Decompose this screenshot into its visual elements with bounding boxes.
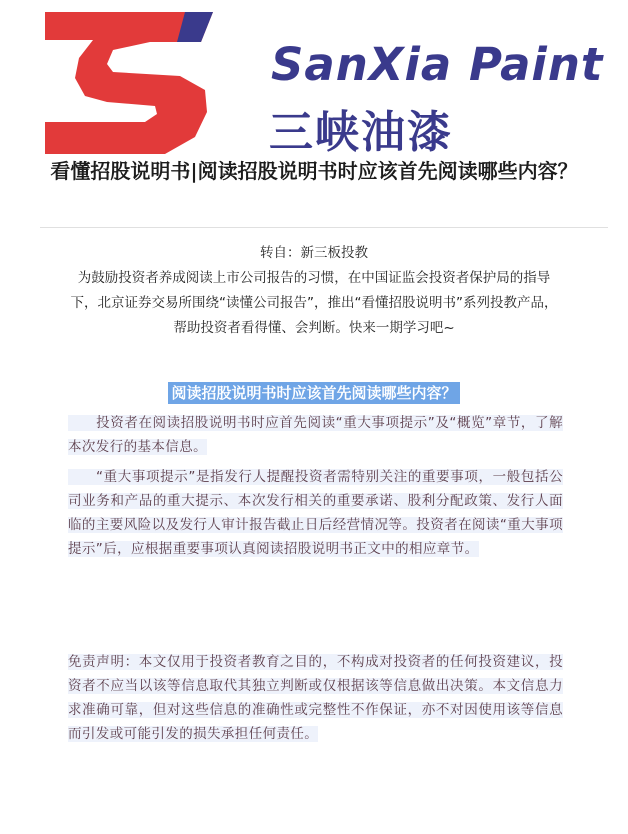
disclaimer-paragraph — [68, 650, 563, 746]
section-heading — [0, 382, 628, 404]
article-intro — [68, 241, 560, 341]
company-logo-banner — [45, 12, 622, 158]
disclaimer-text: 免责声明：本文仅用于投资者教育之目的，不构成对投资者的任何投资建议，投资者不应当以该等信息取代其独立判断或仅根据该等信息做出决策。本文信息力求准确可靠，但对这些信息的准确性或完整性不作保证，亦不对因使用该等信息而引发或可能引发的损失承担任何责任。 — [68, 654, 563, 742]
section-heading-text: 阅读招股说明书时应该首先阅读哪些内容？ — [168, 382, 459, 404]
title-divider — [40, 227, 608, 228]
paragraph2-text: “重大事项提示”是指发行人提醒投资者需特别关注的重要事项，一般包括公司业务和产品的重大提示、本次发行相关的重要承诺、股利分配政策、发行人面临的主要风险以及发行人审计报告截止日后经营情况等。投资者在阅读“重大事项提示”后，应根据重要事项认真阅读招股说明书正文中的相应章节。 — [68, 469, 563, 557]
brand-name-english: SanXia Paint — [271, 38, 604, 91]
source-line: 转自：新三板投教 — [260, 245, 368, 261]
paragraph-important-matters — [68, 465, 563, 561]
brand-name-chinese: 三峡油漆 — [269, 107, 453, 158]
article-title: 看懂招股说明书|阅读招股说明书时应该首先阅读哪些内容？ — [50, 159, 578, 183]
paragraph-important-notice — [68, 411, 563, 459]
intro-paragraph: 为鼓励投资者养成阅读上市公司报告的习惯，在中国证监会投资者保护局的指导下，北京证券交易所围绕“读懂公司报告”，推出“看懂招股说明书”系列投教产品，帮助投资者看得懂、会判断。快来一期学习吧~ — [70, 270, 558, 336]
paragraph1-text: 投资者在阅读招股说明书时应首先阅读“重大事项提示”及“概览”章节，了解本次发行的基本信息。 — [68, 415, 563, 455]
